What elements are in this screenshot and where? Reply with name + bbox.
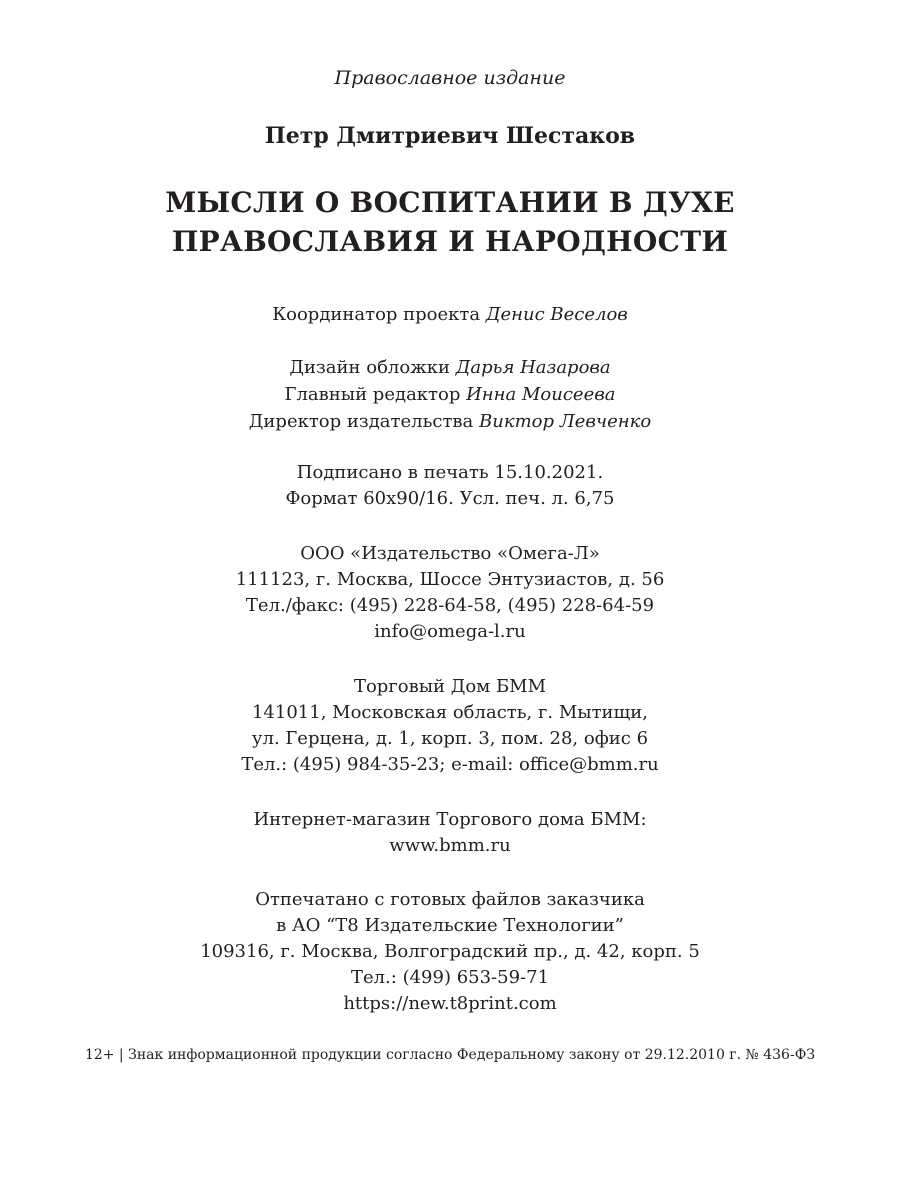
publisher-line: ООО «Издательство «Омега-Л»: [300, 543, 600, 564]
printer-line: в АО “Т8 Издательские Технологии”: [276, 915, 624, 936]
credit-coordinator: [0, 301, 900, 329]
print-info-line: Подписано в печать 15.10.2021.: [296, 462, 604, 483]
publisher-info: [0, 541, 900, 645]
trading-house-line: 141011, Московская область, г. Мытищи,: [251, 702, 649, 723]
credit-role: Дизайн обложки: [289, 357, 451, 378]
book-title: [0, 183, 900, 261]
series-label: Православное издание: [334, 67, 566, 89]
online-store-info: [0, 807, 900, 859]
printer-line: Отпечатано с готовых файлов заказчика: [255, 889, 645, 910]
print-info: [0, 460, 900, 512]
credit-chief-editor: [0, 381, 900, 409]
print-info-line: Формат 60х90/16. Усл. печ. л. 6,75: [285, 488, 615, 509]
publisher-line: 111123, г. Москва, Шоссе Энтузиастов, д. 56: [235, 569, 665, 590]
age-rating-notice: 12+ | Знак информационной продукции согласно Федеральному закону от 29.12.2010 г. № 436-ФЗ: [84, 1047, 816, 1063]
author-name: Петр Дмитриевич Шестаков: [264, 123, 636, 149]
trading-house-line: Торговый Дом БММ: [353, 676, 547, 697]
credit-name: Денис Веселов: [485, 304, 628, 325]
credit-role: Координатор проекта: [272, 304, 481, 325]
printer-url: https://new.t8print.com: [343, 993, 557, 1014]
book-title-line: МЫСЛИ О ВОСПИТАНИИ В ДУХЕ: [165, 186, 735, 219]
printer-line: 109316, г. Москва, Волгоградский пр., д. 42, корп. 5: [200, 941, 700, 962]
credit-name: Виктор Левченко: [479, 411, 652, 432]
credit-role: Директор издательства: [248, 411, 474, 432]
trading-house-line: Тел.: (495) 984-35-23; e-mail: office@bmm.ru: [241, 754, 659, 775]
credit-cover-design: [0, 354, 900, 382]
publisher-line: Тел./факс: (495) 228-64-58, (495) 228-64-59: [245, 595, 655, 616]
book-title-line: ПРАВОСЛАВИЯ И НАРОДНОСТИ: [171, 225, 729, 258]
credit-name: Инна Моисеева: [466, 384, 616, 405]
printer-line: Тел.: (499) 653-59-71: [350, 967, 550, 988]
online-store-url: www.bmm.ru: [389, 835, 511, 856]
online-store-line: Интернет-магазин Торгового дома БММ:: [253, 809, 647, 830]
credit-role: Главный редактор: [284, 384, 461, 405]
trading-house-info: [0, 674, 900, 778]
credit-director: [0, 408, 900, 436]
publisher-email: info@omega-l.ru: [374, 621, 526, 642]
printer-info: [0, 887, 900, 1017]
credit-name: Дарья Назарова: [455, 357, 611, 378]
trading-house-line: ул. Герцена, д. 1, корп. 3, пом. 28, офис 6: [251, 728, 649, 749]
